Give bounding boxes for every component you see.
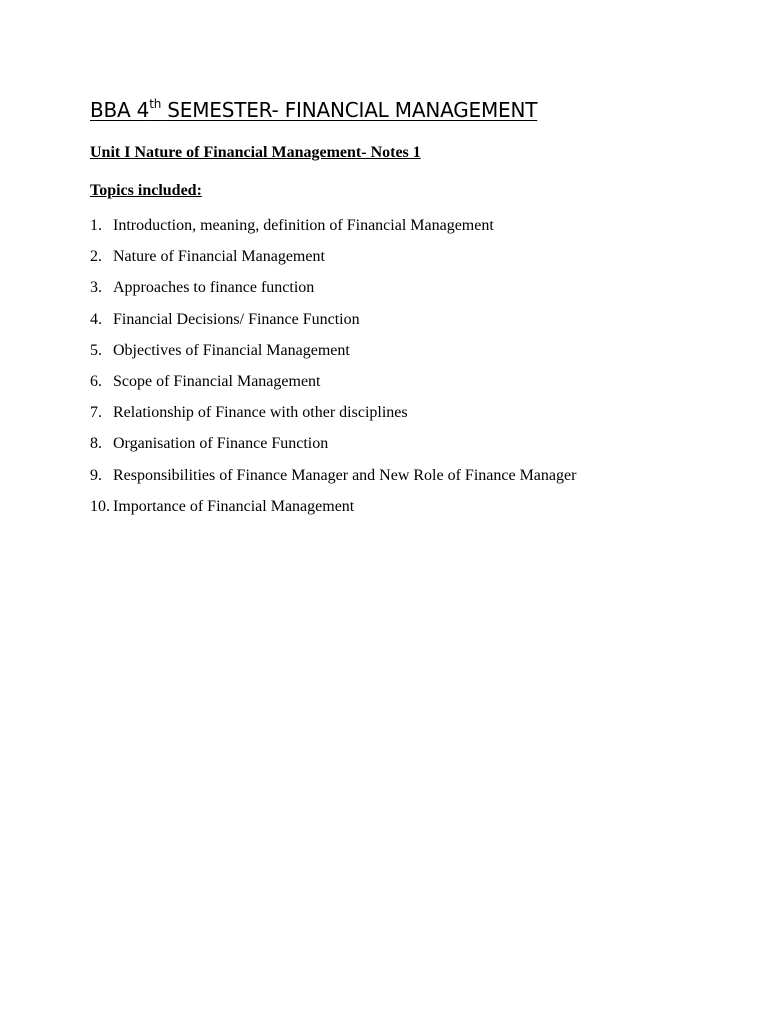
topics-heading: Topics included: [90,182,202,199]
topic-item [90,465,576,496]
topic-item [90,246,576,277]
topic-item [90,402,576,433]
topic-text: Introduction, meaning, definition of Financial Management [113,217,494,234]
topic-number: 4. [90,310,102,328]
unit-heading: Unit I Nature of Financial Management- Notes 1 [90,144,421,161]
topic-number: 6. [90,372,102,390]
topic-item [90,496,576,527]
topic-text: Nature of Financial Management [113,248,325,266]
topic-item [90,371,576,402]
topics-list [90,215,576,527]
topic-number: 2. [90,248,102,266]
topic-text: Scope of Financial Management [113,372,321,390]
topic-number: 7. [90,404,102,422]
topic-text: Importance of Financial Management [113,497,355,515]
title-prefix: BBA 4 [90,98,150,122]
topic-item [90,433,576,464]
topic-text: Objectives of Financial Management [113,341,350,359]
topic-number: 8. [90,435,102,453]
topic-text: Organisation of Finance Function [113,435,329,453]
topic-text: Financial Decisions/ Finance Function [113,310,360,328]
topic-number: 10. [90,497,110,515]
topic-text: Approaches to finance function [113,279,315,297]
topic-number: 9. [90,466,102,484]
title-suffix: SEMESTER- FINANCIAL MANAGEMENT [161,98,538,122]
document-title [90,93,537,130]
topic-number: 1. [90,217,102,234]
topic-text: Responsibilities of Finance Manager and New Role of Finance Manager [113,466,577,484]
title-superscript: th [149,97,162,111]
topic-item [90,340,576,371]
topic-item [90,215,576,246]
topic-number: 5. [90,341,102,359]
topic-item [90,309,576,340]
topic-text: Relationship of Finance with other disciplines [113,404,408,422]
topic-item [90,277,576,308]
topic-number: 3. [90,279,102,297]
